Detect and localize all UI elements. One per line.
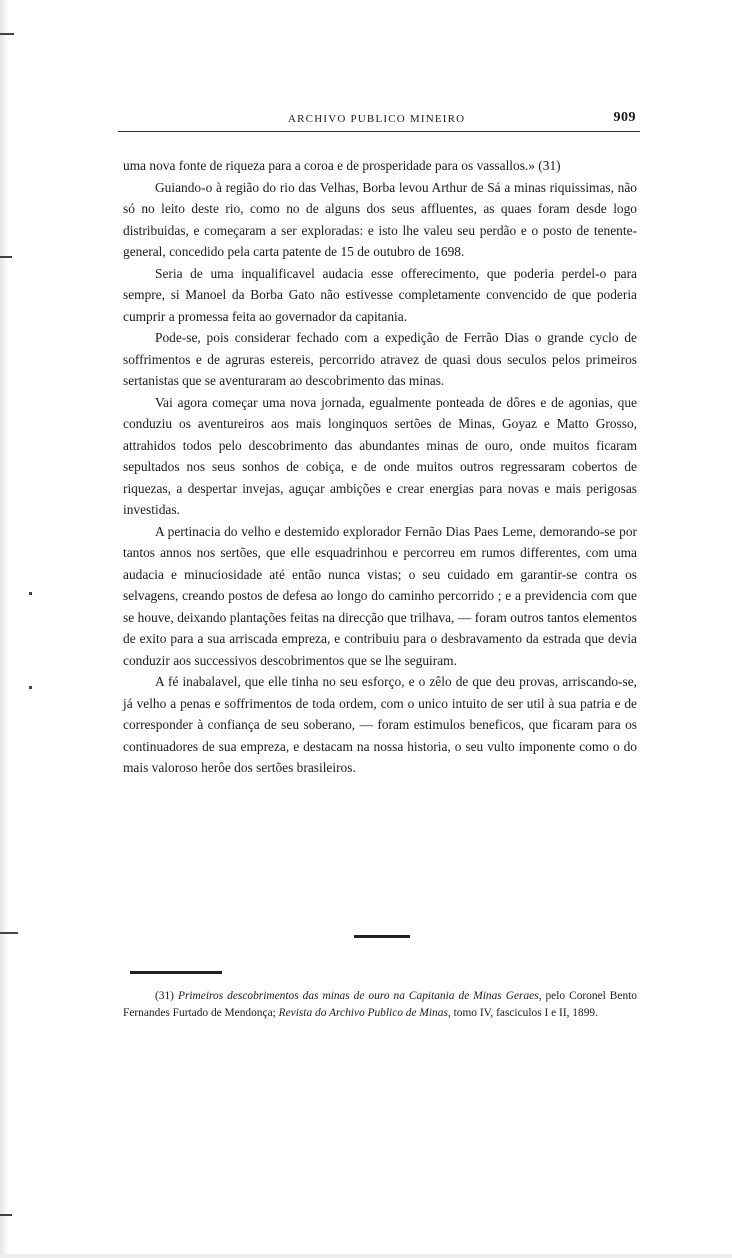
footnote-details: tomo IV, fasciculos I e II, 1899.	[450, 1007, 598, 1019]
footnote-number: (31)	[155, 990, 174, 1002]
margin-mark	[29, 592, 32, 595]
page-header	[122, 110, 638, 130]
margin-mark	[29, 686, 32, 689]
margin-mark	[0, 932, 18, 934]
paragraph: Pode-se, pois considerar fechado com a expedição de Ferrão Dias o grande cyclo de soffrimentos e de agruras estereis, percorrido atravez de quasi dous seculos pelos primeiros sertanistas que se aventuraram ao descobrimento das minas.	[123, 330, 637, 388]
paragraph: Guiando-o à região do rio das Velhas, Borba levou Arthur de Sá a minas riquissimas, não só no leito deste rio, como no de alguns dos seus affluentes, as quaes foram desde logo distribuidas, e começaram a ser exploradas: e isto lhe valeu seu perdão e o posto de tenente-general, concedido pela carta patente de 15 de outubro de 1698.	[123, 179, 637, 259]
page-edge-shadow	[0, 0, 9, 1258]
page-bottom-edge	[0, 1254, 732, 1258]
paragraph: A fé inabalavel, que elle tinha no seu esforço, e o zêlo de que deu provas, arriscando-se, já velho a penas e soffrimentos de toda ordem, com o unico intuito de ser util à sua patria e de corresponder à confiança de seu soberano, — foram estimulos beneficos, que ficaram para os continuadores de sua empreza, e destacam na nossa historia, o seu vulto imponente como o do mais valoroso herôe dos sertões brasileiros.	[123, 674, 637, 775]
page-number: 909	[613, 110, 636, 125]
paragraph: A pertinacia do velho e destemido explorador Fernão Dias Paes Leme, demorando-se por tantos annos nos sertões, que elle esquadrinhou e percorreu em rumos differentes, com uma audacia e minuciosidade até então nunca vistas; o seu cuidado em garantir-se contra os selvagens, creando postos de defesa ao longo do caminho percorrido ; e a previdencia com que se houve, deixando plantações feitas na direcção que trilhava, — foram outros tantos elementos de exito para a sua arriscada empreza, e contribuiu para o desbravamento da estrada que devia conduzir aos successivos descobrimentos que se lhe seguiram.	[123, 523, 637, 668]
paragraph: Vai agora começar uma nova jornada, egualmente ponteada de dôres e de agonias, que conduziu os aventureiros aos mais longinquos sertões de Minas, Goyaz e Matto Grosso, attrahidos todos pelo descobrimento das abundantes minas de ouro, onde muitos ficaram sepultados nos seus sonhos de cobiça, e de onde muitos outros regressaram cobertos de riquezas, a despertar invejas, aguçar ambições e crear energias para novas e mais perigosas investidas.	[123, 394, 637, 517]
footnote-author: pelo Coronel Bento Fernandes Furtado de Mendonça;	[123, 990, 638, 1019]
paragraph: Seria de uma inqualificavel audacia esse offerecimento, que poderia perdel-o para sempre, si Manoel da Borba Gato não estivesse completamente convencido de que poderia cumprir a promessa feita ao governador da capitania.	[123, 265, 637, 324]
footnote-journal: Revista do Archivo Publico de Minas,	[278, 1007, 451, 1019]
margin-mark	[0, 256, 12, 258]
margin-mark	[0, 33, 14, 35]
footnote	[123, 988, 637, 1022]
running-title: ARCHIVO PUBLICO MINEIRO	[288, 113, 466, 125]
header-rule	[118, 131, 640, 132]
footnote-rule	[130, 971, 222, 974]
paragraph: uma nova fonte de riqueza para a coroa e de prosperidade para os vassallos.» (31)	[123, 158, 561, 173]
footnote-entry	[123, 988, 637, 1022]
section-end-ornament	[354, 935, 410, 938]
margin-mark	[0, 1214, 12, 1216]
body-text	[123, 155, 637, 779]
footnote-title: Primeiros descobrimentos das minas de ouro na Capitania de Minas Geraes,	[178, 990, 542, 1002]
